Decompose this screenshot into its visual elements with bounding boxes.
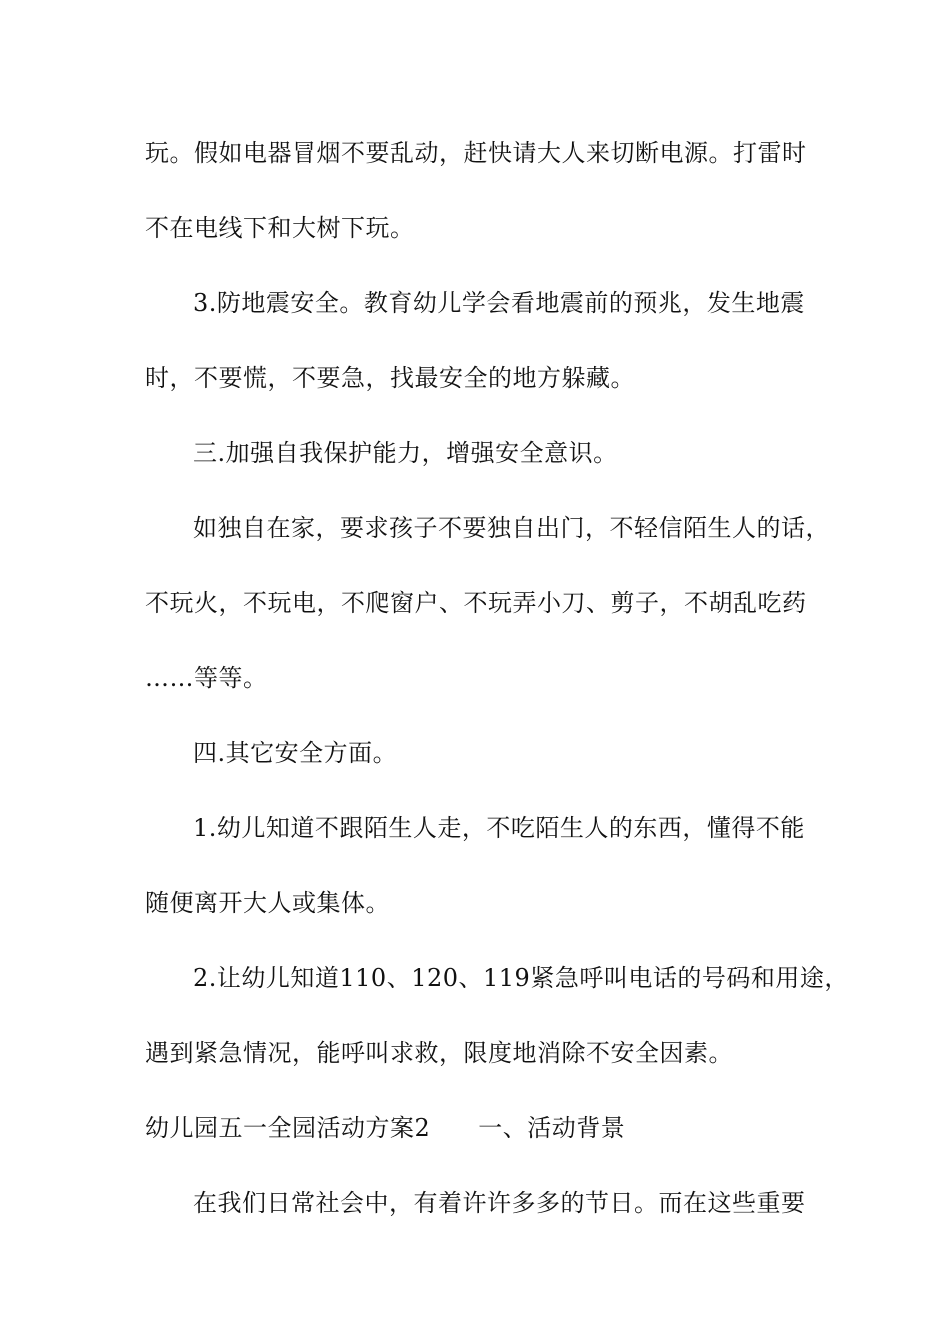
- paragraph-line: 遇到紧急情况，能呼叫求救，限度地消除不安全因素。: [145, 1039, 733, 1067]
- section-heading: 四.其它安全方面。: [193, 739, 398, 767]
- plan-title: 幼儿园五一全园活动方案2: [145, 1114, 431, 1142]
- paragraph-line: ……等等。: [145, 664, 268, 692]
- paragraph-line: 在我们日常社会中，有着许许多多的节日。而在这些重要: [193, 1189, 806, 1217]
- section-heading: 三.加强自我保护能力，增强安全意识。: [193, 439, 618, 467]
- paragraph-line: 随便离开大人或集体。: [145, 889, 390, 917]
- paragraph-line: 3.防地震安全。教育幼儿学会看地震前的预兆，发生地震: [193, 289, 805, 317]
- paragraph-line: 玩。假如电器冒烟不要乱动，赶快请大人来切断电源。打雷时: [145, 139, 807, 167]
- plan-heading: [145, 1112, 825, 1144]
- paragraph-line: 1.幼儿知道不跟陌生人走，不吃陌生人的东西，懂得不能: [193, 814, 805, 842]
- plan-section-title: 一、活动背景: [478, 1114, 626, 1142]
- paragraph-line: 时，不要慌，不要急，找最安全的地方躲藏。: [145, 364, 635, 392]
- paragraph-line: 如独自在家，要求孩子不要独自出门，不轻信陌生人的话，: [193, 514, 830, 542]
- paragraph-line: 不在电线下和大树下玩。: [145, 214, 415, 242]
- paragraph-line: 2.让幼儿知道110、120、119紧急呼叫电话的号码和用途，: [193, 964, 849, 992]
- paragraph-line: 不玩火，不玩电，不爬窗户、不玩弄小刀、剪子，不胡乱吃药: [145, 589, 807, 617]
